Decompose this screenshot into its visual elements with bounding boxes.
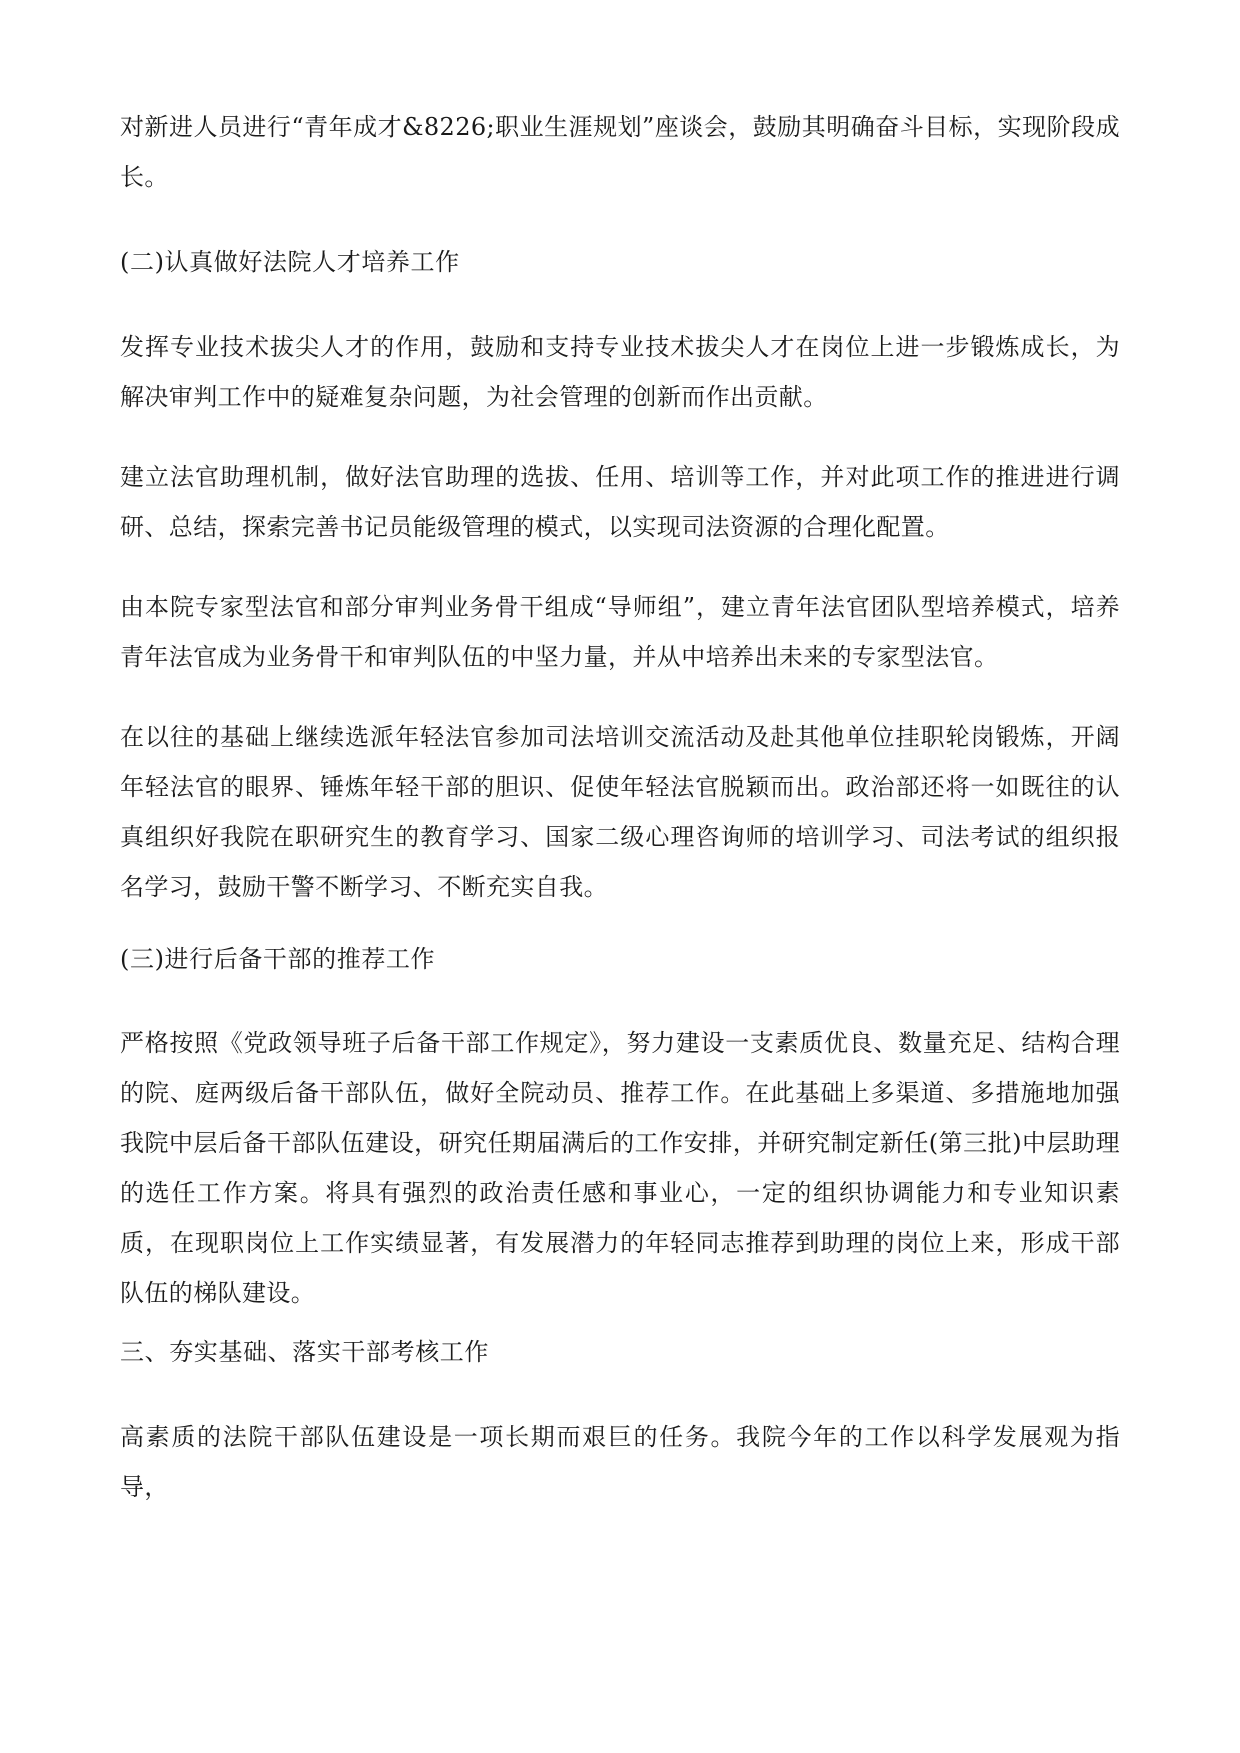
paragraph-new-staff-forum: 对新进人员进行“青年成才&8226;职业生涯规划”座谈会，鼓励其明确奋斗目标，实现阶段成长。 — [120, 113, 1120, 191]
paragraph-judge-assistant: 建立法官助理机制，做好法官助理的选拔、任用、培训等工作，并对此项工作的推进进行调研、总结，探索完善书记员能级管理的模式，以实现司法资源的合理化配置。 — [120, 463, 1120, 541]
paragraph-team-building: 高素质的法院干部队伍建设是一项长期而艰巨的任务。我院今年的工作以科学发展观为指导， — [120, 1423, 1120, 1501]
section-heading-talent-training: (二)认真做好法院人才培养工作 — [120, 248, 460, 276]
paragraph-reserve-cadre-rules: 严格按照《党政领导班子后备干部工作规定》，努力建设一支素质优良、数量充足、结构合理的院、庭两级后备干部队伍，做好全院动员、推荐工作。在此基础上多渠道、多措施地加强我院中层后备干部队伍建设，研究任期届满后的工作安排，并研究制定新任(第三批)中层助理的选任工作方案。将具有强烈的政治责任感和事业心，一定的组织协调能力和专业知识素质，在现职岗位上工作实绩显著，有发展潜力的年轻同志推荐到助理的岗位上来，形成干部队伍的梯队建设。 — [120, 1029, 1120, 1307]
paragraph-mentor-group: 由本院专家型法官和部分审判业务骨干组成“导师组”，建立青年法官团队型培养模式，培养青年法官成为业务骨干和审判队伍的中坚力量，并从中培养出未来的专家型法官。 — [120, 593, 1120, 671]
paragraph-expert-talent: 发挥专业技术拔尖人才的作用，鼓励和支持专业技术拔尖人才在岗位上进一步锻炼成长，为解决审判工作中的疑难复杂问题，为社会管理的创新而作出贡献。 — [120, 333, 1120, 411]
section-heading-reserve-cadres: (三)进行后备干部的推荐工作 — [120, 945, 436, 973]
section-heading-cadre-assessment: 三、夯实基础、落实干部考核工作 — [120, 1338, 489, 1366]
paragraph-young-judges-training: 在以往的基础上继续选派年轻法官参加司法培训交流活动及赴其他单位挂职轮岗锻炼，开阔年轻法官的眼界、锤炼年轻干部的胆识、促使年轻法官脱颖而出。政治部还将一如既往的认真组织好我院在职研究生的教育学习、国家二级心理咨询师的培训学习、司法考试的组织报名学习，鼓励干警不断学习、不断充实自我。 — [120, 723, 1120, 901]
